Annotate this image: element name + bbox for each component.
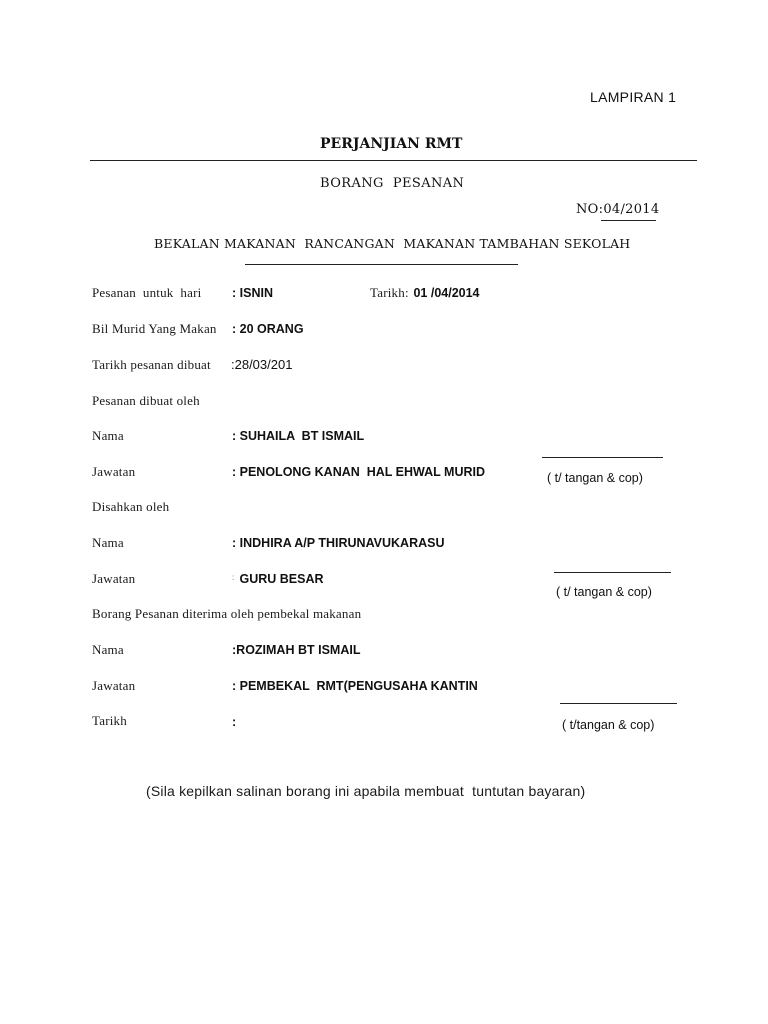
received-by-name-label: Nama bbox=[92, 642, 124, 657]
program-title-underline bbox=[245, 264, 518, 265]
approved-by-name-value: : INDHIRA A/P THIRUNAVUKARASU bbox=[232, 536, 445, 550]
approved-by-name-label: Nama bbox=[92, 535, 124, 550]
received-by-position-value: : PEMBEKAL RMT(PENGUSAHA KANTIN bbox=[232, 679, 478, 693]
student-count-label: Bil Murid Yang Makan bbox=[92, 321, 217, 336]
order-day-value: : ISNIN bbox=[232, 286, 273, 300]
made-by-signature-caption: ( t/ tangan & cop) bbox=[547, 471, 643, 485]
made-by-section-label: Pesanan dibuat oleh bbox=[92, 393, 200, 408]
order-day-label: Pesanan untuk hari bbox=[92, 285, 202, 300]
approved-by-position-label: Jawatan bbox=[92, 571, 136, 586]
form-number-underline bbox=[601, 220, 656, 221]
made-by-position-label: Jawatan bbox=[92, 464, 136, 479]
order-made-date-label: Tarikh pesanan dibuat bbox=[92, 357, 211, 372]
received-by-date-label: Tarikh bbox=[92, 713, 127, 728]
form-subtitle: BORANG PESANAN bbox=[320, 176, 465, 191]
footer-note: (Sila kepilkan salinan borang ini apabila membuat tuntutan bayaran) bbox=[146, 783, 586, 799]
order-made-date-value: :28/03/201 bbox=[231, 357, 293, 372]
received-by-date-value: : bbox=[232, 715, 237, 729]
approved-by-position-value: GURU BESAR bbox=[236, 572, 324, 586]
made-by-position-value: : PENOLONG KANAN HAL EHWAL MURID bbox=[232, 465, 486, 479]
received-by-signature-line[interactable] bbox=[560, 703, 677, 704]
student-count-value: : 20 ORANG bbox=[232, 322, 304, 336]
program-title: BEKALAN MAKANAN RANCANGAN MAKANAN TAMBAHAN SEKOLAH bbox=[154, 236, 631, 251]
form-number: NO:04/2014 bbox=[576, 202, 660, 217]
approved-by-signature-line[interactable] bbox=[554, 572, 671, 573]
document-title: PERJANJIAN RMT bbox=[320, 136, 463, 152]
received-by-section-label: Borang Pesanan diterima oleh pembekal makanan bbox=[92, 606, 362, 621]
order-date-value: 01 /04/2014 bbox=[410, 286, 480, 300]
attachment-label: LAMPIRAN 1 bbox=[590, 89, 677, 105]
received-by-name-value: :ROZIMAH BT ISMAIL bbox=[232, 643, 361, 657]
approved-by-position-colon: : bbox=[232, 573, 235, 582]
made-by-signature-line[interactable] bbox=[542, 457, 663, 458]
made-by-name-label: Nama bbox=[92, 428, 124, 443]
title-divider bbox=[90, 160, 697, 161]
made-by-name-value: : SUHAILA BT ISMAIL bbox=[232, 429, 365, 443]
approved-by-signature-caption: ( t/ tangan & cop) bbox=[556, 585, 652, 599]
order-date-label: Tarikh: bbox=[370, 285, 409, 300]
received-by-signature-caption: ( t/tangan & cop) bbox=[562, 718, 655, 732]
approved-by-section-label: Disahkan oleh bbox=[92, 499, 170, 514]
received-by-position-label: Jawatan bbox=[92, 678, 136, 693]
